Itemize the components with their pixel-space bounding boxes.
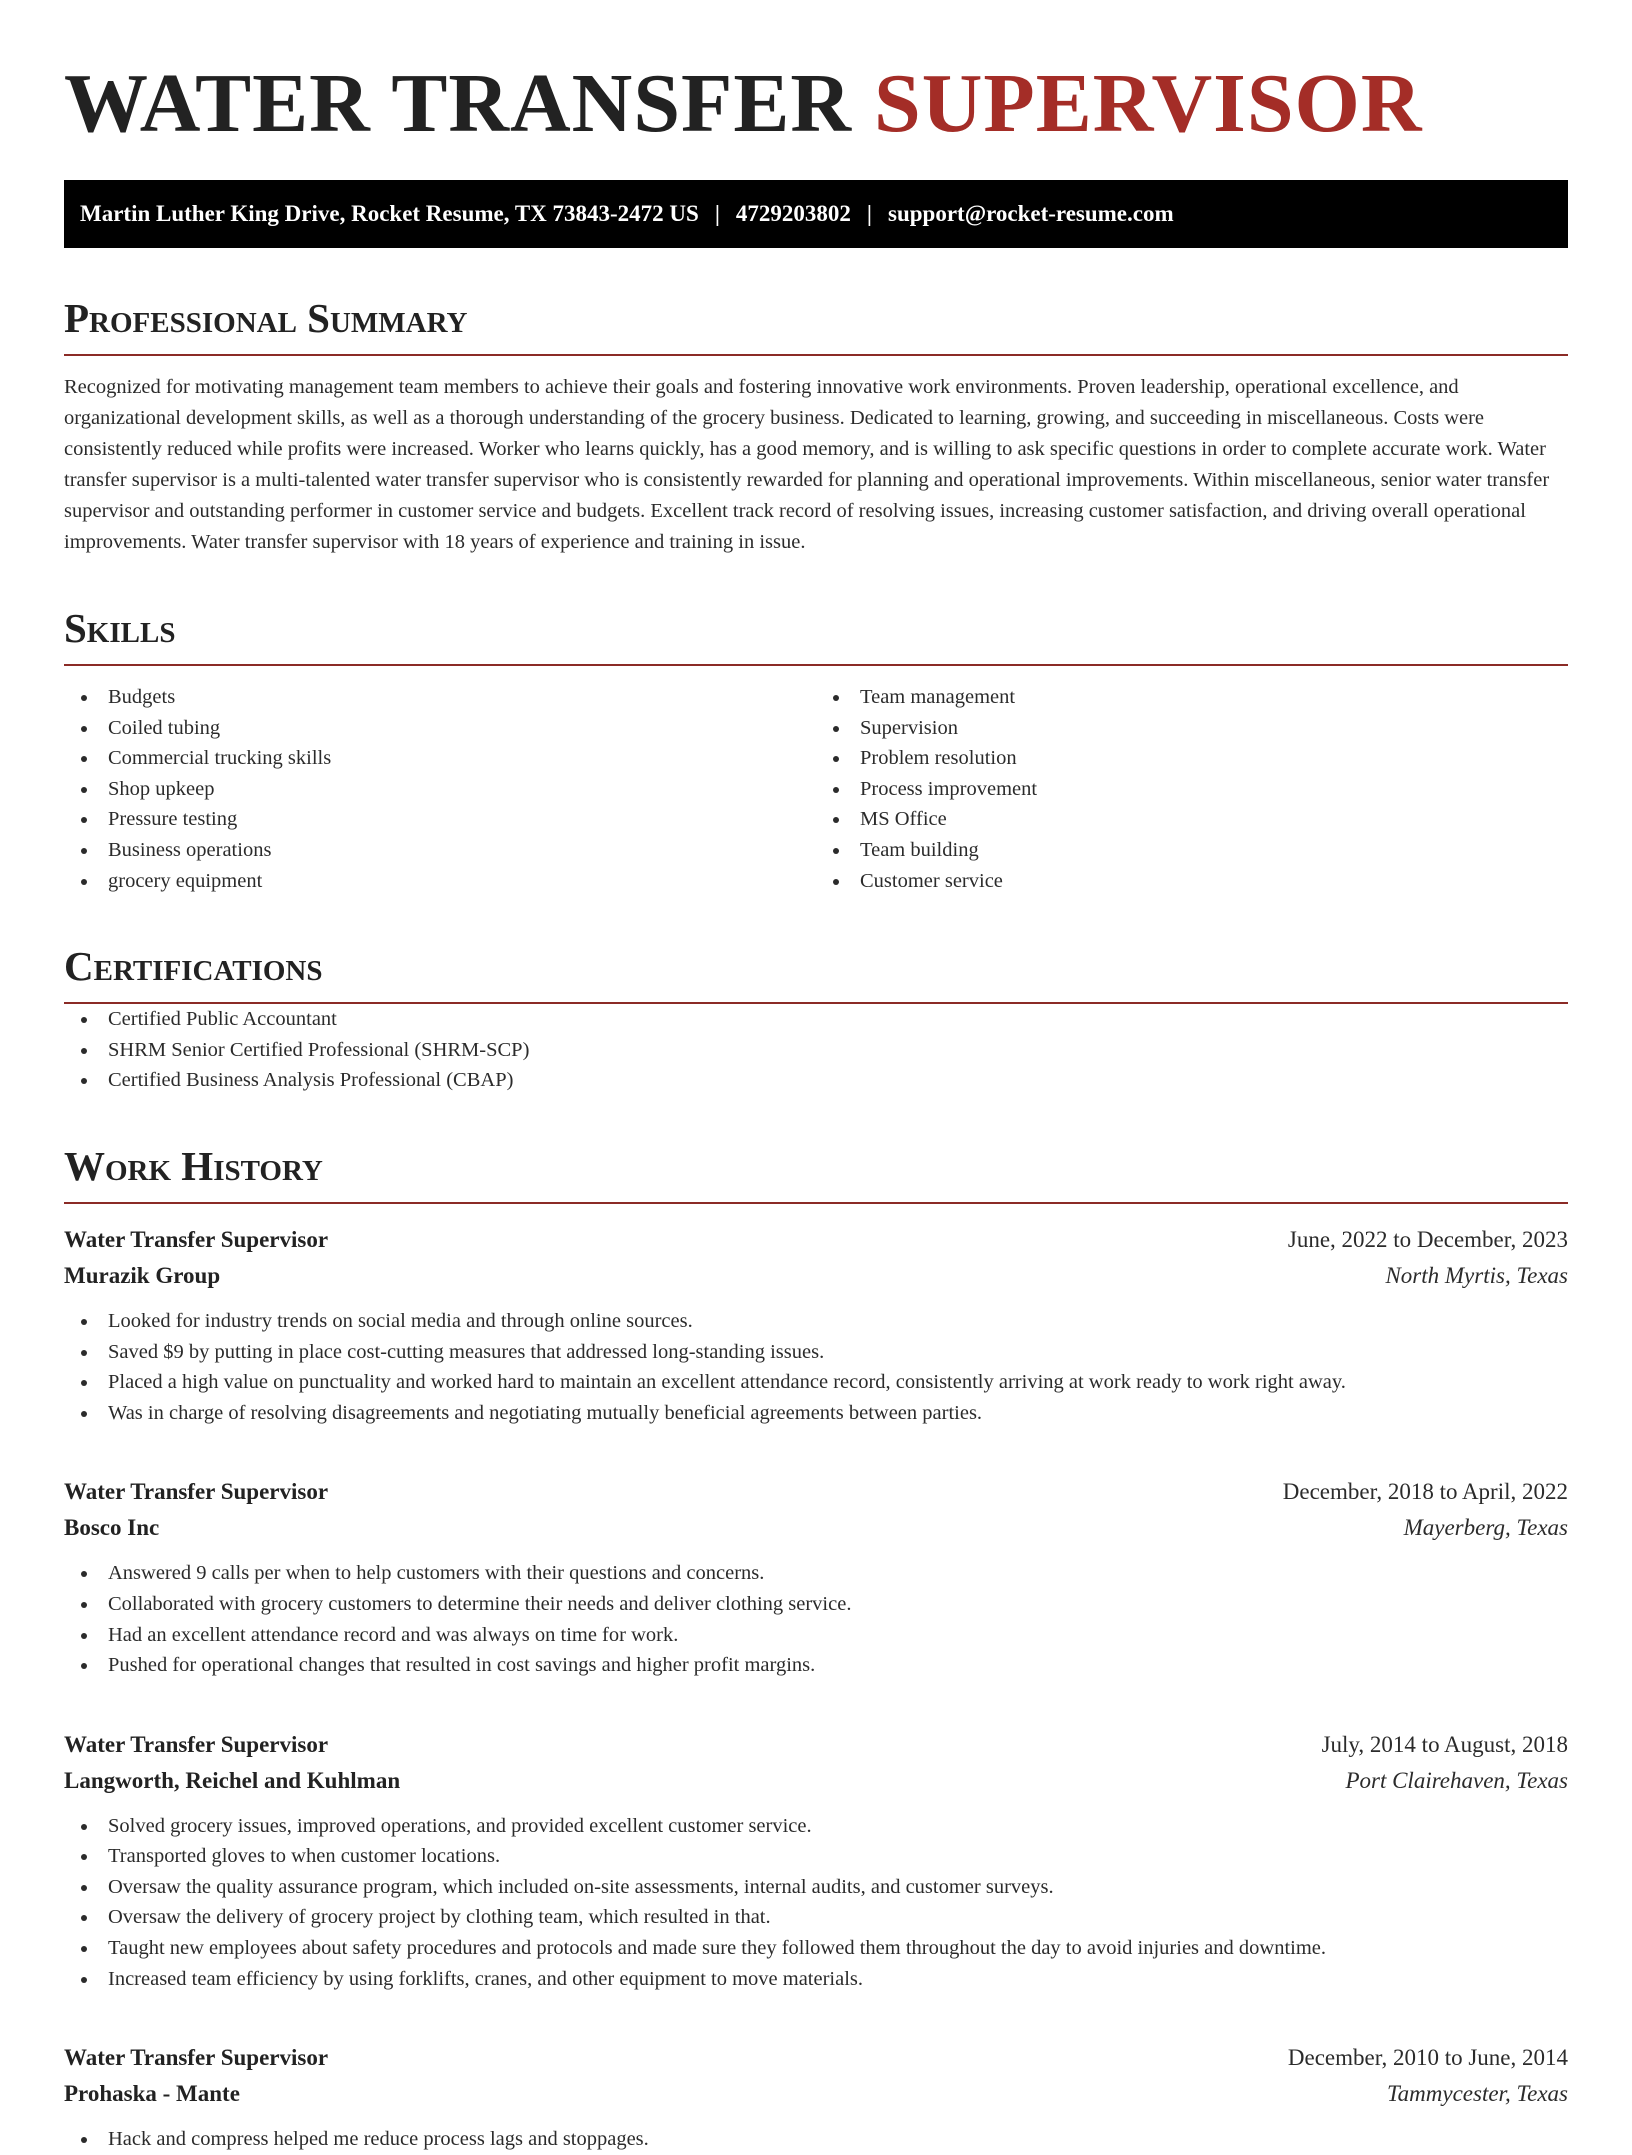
job-company: Langworth, Reichel and Kuhlman xyxy=(64,1767,401,1793)
contact-separator: | xyxy=(714,201,720,226)
skill-item: Commercial trucking skills xyxy=(64,743,816,774)
skills-grid xyxy=(64,682,1568,896)
job-bullet: Increased team efficiency by using forklifts, cranes, and other equipment to move materials. xyxy=(64,1964,1568,1995)
summary-section xyxy=(64,294,1568,558)
job-bullets xyxy=(64,1811,1568,1995)
certification-item: Certified Public Accountant xyxy=(64,1004,1568,1035)
job-company: Prohaska - Mante xyxy=(64,2081,240,2107)
skill-item: grocery equipment xyxy=(64,866,816,897)
job-bullet: Oversaw the quality assurance program, which included on-site assessments, internal audits, and customer surveys. xyxy=(64,1872,1568,1903)
skills-section xyxy=(64,604,1568,896)
skill-item: Customer service xyxy=(816,866,1568,897)
job-location: Mayerberg, Texas xyxy=(1403,1515,1568,1541)
job-bullet: Was in charge of resolving disagreements and negotiating mutually beneficial agreements between parties. xyxy=(64,1398,1568,1429)
job-dates: June, 2022 to December, 2023 xyxy=(1287,1226,1568,1252)
certification-item: SHRM Senior Certified Professional (SHRM-SCP) xyxy=(64,1035,1568,1066)
contact-separator: | xyxy=(866,201,872,226)
job-bullet: Transported gloves to when customer locations. xyxy=(64,1841,1568,1872)
section-title-summary: Professional Summary xyxy=(64,294,1568,356)
summary-text: Recognized for motivating management team members to achieve their goals and fostering innovative work environments. Proven leadership, operational excellence, and organizational development skills, as well as a thorough understanding of the grocery business. Dedicated to learning, growing, and succeeding in miscellaneous. Costs were consistently reduced while profits were increased. Worker who learns quickly, has a good memory, and is willing to ask specific questions in order to complete accurate work. Water transfer supervisor is a multi-talented water transfer supervisor who is consistently rewarded for planning and operational improvements. Within miscellaneous, senior water transfer supervisor and outstanding performer in customer service and budgets. Excellent track record of resolving issues, increasing customer satisfaction, and driving overall operational improvements. Water transfer supervisor with 18 years of experience and training in issue. xyxy=(64,376,1550,553)
job-company: Murazik Group xyxy=(64,1262,221,1288)
job-location: Tammycester, Texas xyxy=(1386,2081,1568,2107)
section-title-certifications: Certifications xyxy=(64,942,1568,1004)
skill-item: Shop upkeep xyxy=(64,774,816,805)
skills-list-right xyxy=(816,682,1568,896)
contact-address: Martin Luther King Drive, Rocket Resume, TX 73843-2472 US xyxy=(80,201,699,226)
section-title-work-history: Work History xyxy=(64,1142,1568,1204)
skill-item: MS Office xyxy=(816,804,1568,835)
job-bullet: Oversaw the delivery of grocery project by clothing team, which resulted in that. xyxy=(64,1902,1568,1933)
job-bullet: Saved $9 by putting in place cost-cutting measures that addressed long-standing issues. xyxy=(64,1337,1568,1368)
job-bullets xyxy=(64,2124,1568,2155)
skill-item: Team building xyxy=(816,835,1568,866)
job-dates: July, 2014 to August, 2018 xyxy=(1321,1731,1568,1757)
job-entry xyxy=(64,1222,1568,1428)
skills-list-left xyxy=(64,682,816,896)
job-bullet: Placed a high value on punctuality and worked hard to maintain an excellent attendance record, consistently arriving at work ready to work right away. xyxy=(64,1367,1568,1398)
certification-item: Certified Business Analysis Professional (CBAP) xyxy=(64,1065,1568,1096)
skill-item: Process improvement xyxy=(816,774,1568,805)
job-bullet: Pushed for operational changes that resulted in cost savings and higher profit margins. xyxy=(64,1650,1568,1681)
contact-bar xyxy=(64,180,1568,248)
skill-item: Team management xyxy=(816,682,1568,713)
job-title: Water Transfer Supervisor xyxy=(64,1731,329,1757)
skill-item: Budgets xyxy=(64,682,816,713)
job-dates: December, 2010 to June, 2014 xyxy=(1287,2045,1568,2071)
job-entry xyxy=(64,2040,1568,2155)
skill-item: Problem resolution xyxy=(816,743,1568,774)
name-part-1: WATER TRANSFER xyxy=(64,57,853,150)
contact-phone: 4729203802 xyxy=(735,201,851,226)
job-entry xyxy=(64,1474,1568,1680)
contact-email: support@rocket-resume.com xyxy=(888,201,1174,226)
section-title-skills: Skills xyxy=(64,604,1568,666)
job-entry xyxy=(64,1727,1568,1995)
job-bullet: Taught new employees about safety procedures and protocols and made sure they followed them throughout the day to avoid injuries and downtime. xyxy=(64,1933,1568,1964)
job-bullets xyxy=(64,1306,1568,1428)
work-history-section xyxy=(64,1142,1568,2155)
job-title: Water Transfer Supervisor xyxy=(64,2045,329,2071)
job-title: Water Transfer Supervisor xyxy=(64,1479,329,1505)
skill-item: Supervision xyxy=(816,713,1568,744)
job-bullet: Had an excellent attendance record and was always on time for work. xyxy=(64,1620,1568,1651)
skill-item: Business operations xyxy=(64,835,816,866)
job-dates: December, 2018 to April, 2022 xyxy=(1282,1479,1568,1505)
job-company: Bosco Inc xyxy=(64,1515,160,1541)
job-location: North Myrtis, Texas xyxy=(1385,1262,1568,1288)
certifications-section xyxy=(64,942,1568,1096)
job-bullet: Hack and compress helped me reduce process lags and stoppages. xyxy=(64,2124,1568,2155)
name-part-2: SUPERVISOR xyxy=(874,57,1423,150)
job-bullet: Collaborated with grocery customers to determine their needs and deliver clothing service. xyxy=(64,1589,1568,1620)
resume-name xyxy=(64,0,1568,150)
job-bullet: Looked for industry trends on social media and through online sources. xyxy=(64,1306,1568,1337)
job-title: Water Transfer Supervisor xyxy=(64,1226,329,1252)
skill-item: Pressure testing xyxy=(64,804,816,835)
certifications-list xyxy=(64,1004,1568,1096)
skill-item: Coiled tubing xyxy=(64,713,816,744)
job-location: Port Clairehaven, Texas xyxy=(1345,1767,1568,1793)
job-bullet: Answered 9 calls per when to help customers with their questions and concerns. xyxy=(64,1558,1568,1589)
job-bullets xyxy=(64,1558,1568,1680)
job-bullet: Solved grocery issues, improved operations, and provided excellent customer service. xyxy=(64,1811,1568,1842)
